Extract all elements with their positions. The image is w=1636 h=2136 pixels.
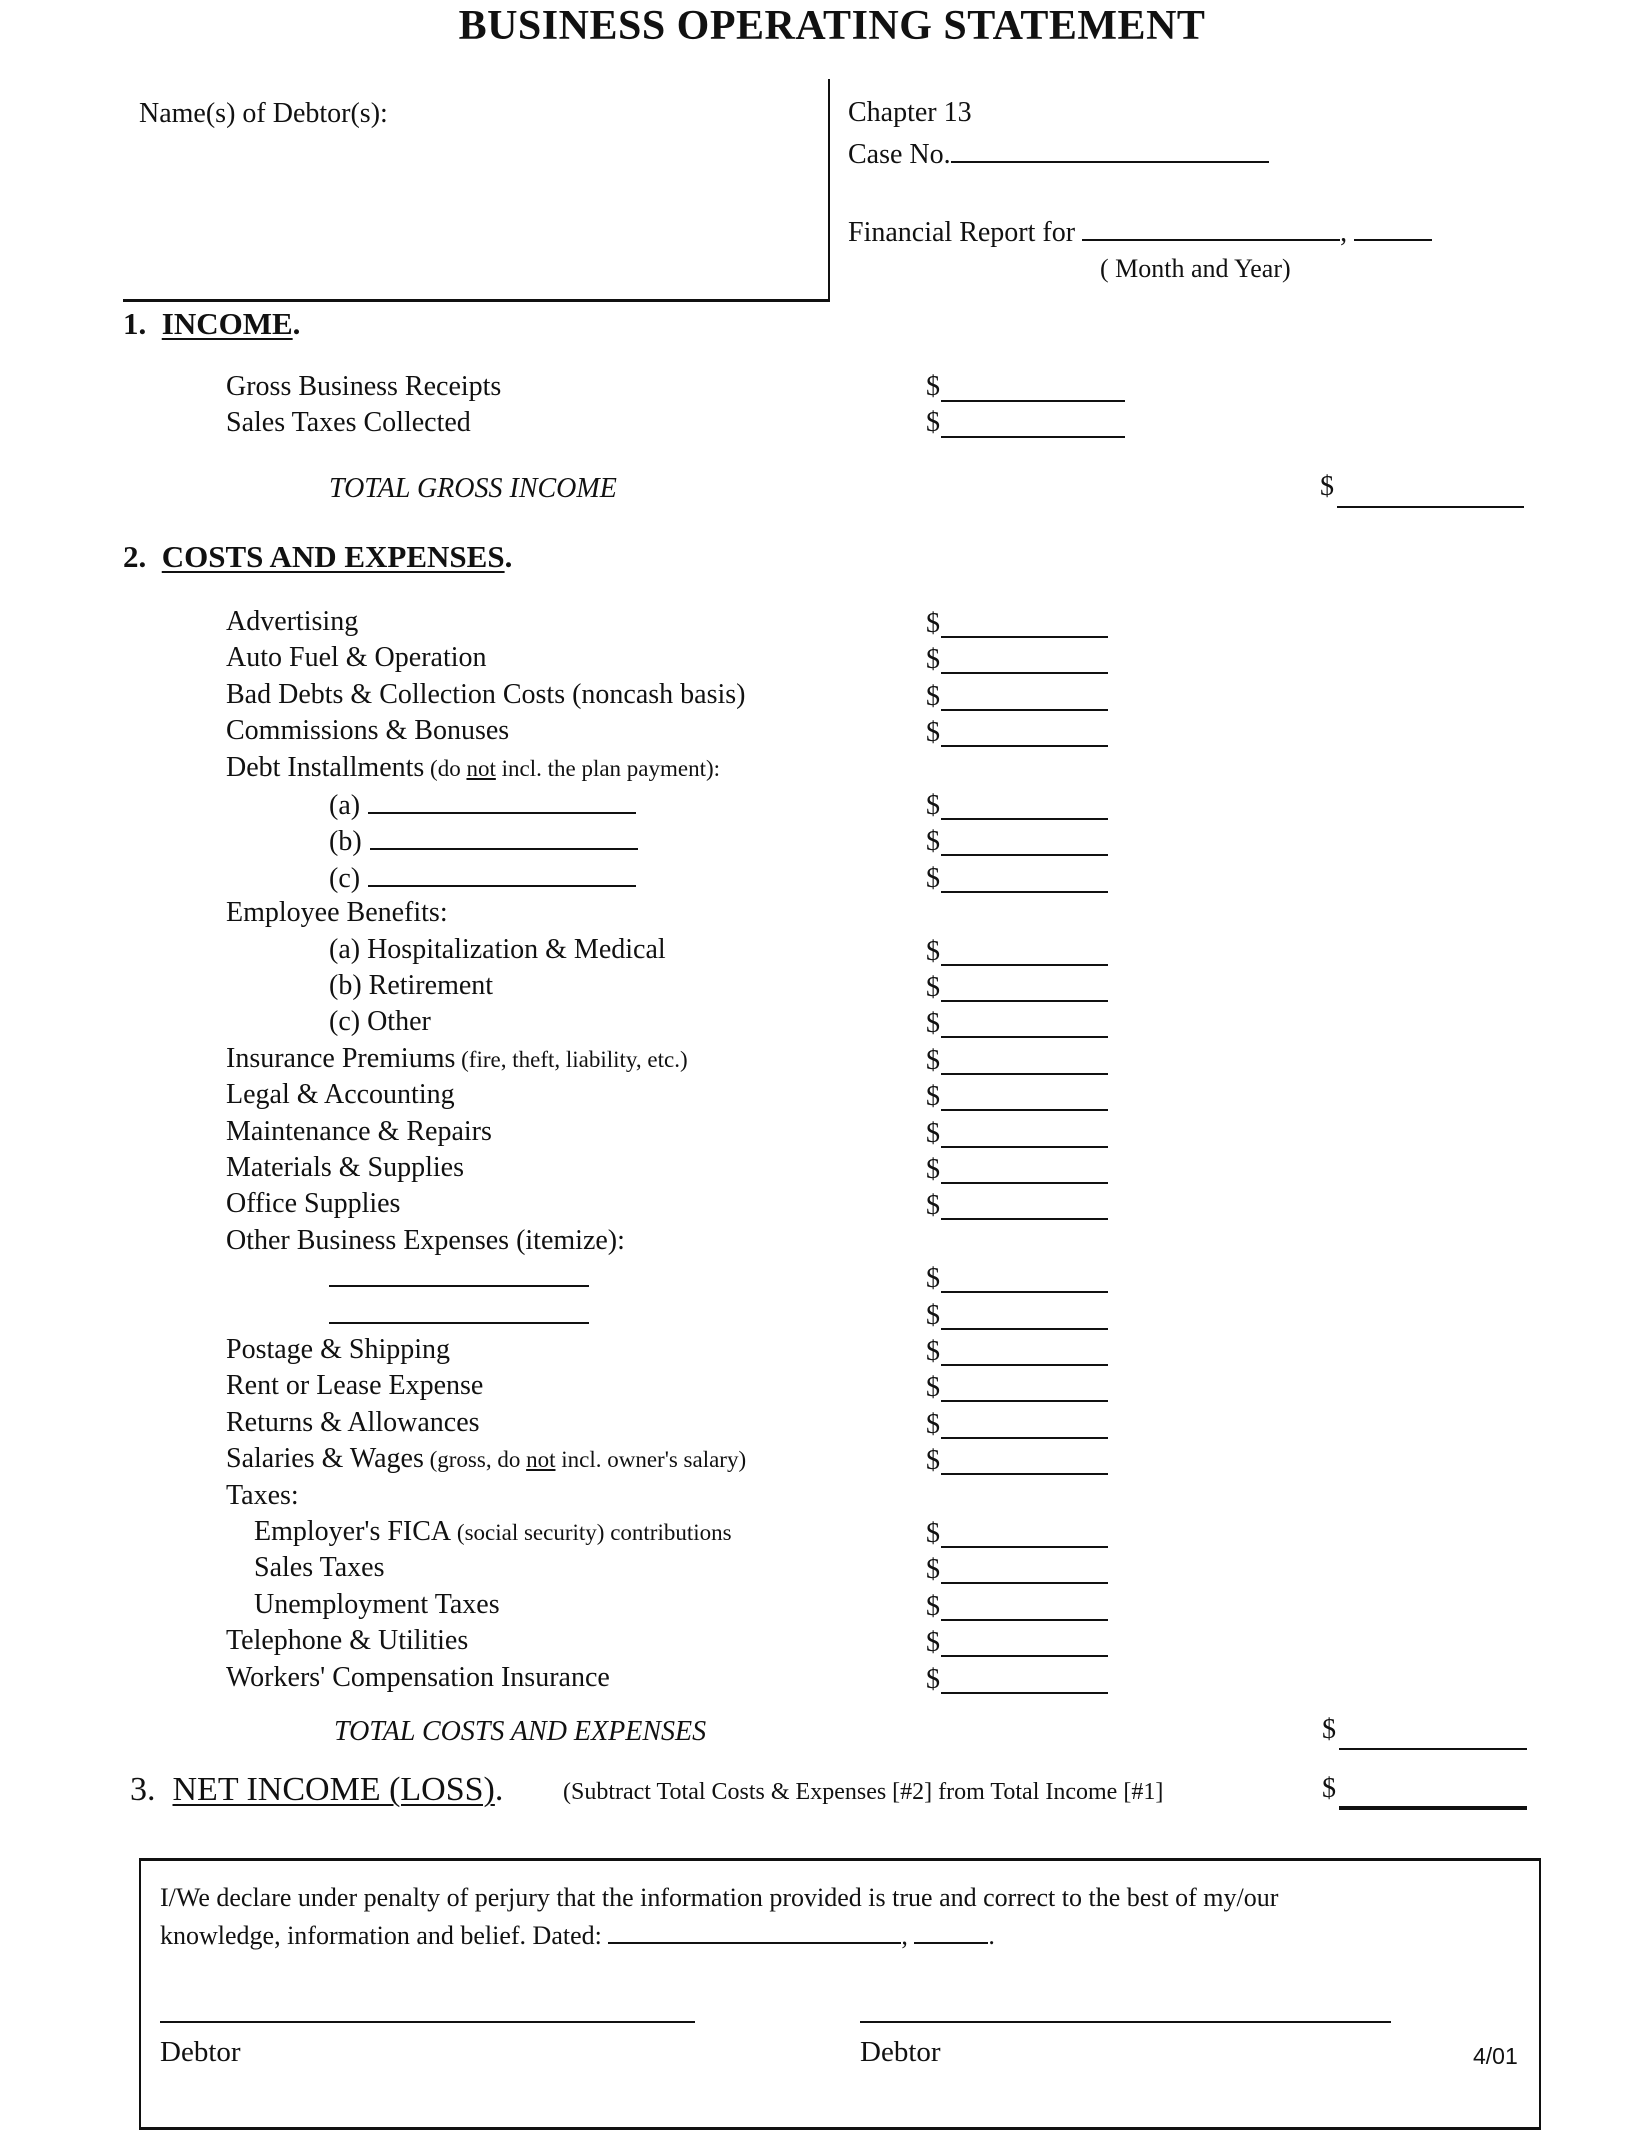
signature-line-1[interactable]	[160, 2021, 695, 2023]
section-title: INCOME	[161, 306, 293, 341]
currency-symbol: $	[926, 1299, 940, 1331]
currency-symbol: $	[926, 1663, 940, 1695]
expense-label-text: Insurance Premiums	[226, 1042, 456, 1074]
currency-symbol: $	[926, 1590, 940, 1622]
expense-label-text: Legal & Accounting	[226, 1079, 455, 1111]
expense-amount-field[interactable]	[941, 974, 1108, 1002]
financial-report-label: Financial Report for	[848, 217, 1076, 248]
currency-symbol: $	[926, 1154, 940, 1185]
income-heading: 1. INCOME.	[123, 306, 301, 341]
expense-label-text: Employer's FICA	[254, 1516, 452, 1547]
expense-note: (do	[424, 755, 467, 781]
currency-symbol: $	[926, 1190, 940, 1222]
report-year-field[interactable]	[1354, 217, 1432, 241]
debtor-names-field[interactable]	[139, 135, 809, 285]
expense-note: incl. the plan payment):	[495, 755, 721, 781]
expense-label-text: Materials & Supplies	[226, 1152, 464, 1183]
currency-symbol: $	[926, 935, 940, 967]
expense-row	[0, 1589, 1200, 1625]
expense-row	[0, 1552, 1200, 1588]
expense-row	[0, 1225, 1200, 1261]
expense-label	[329, 1008, 431, 1036]
expense-row	[0, 1480, 1200, 1516]
expense-label	[226, 1445, 746, 1473]
expense-label	[226, 899, 448, 927]
expense-label	[329, 863, 636, 893]
expense-label	[226, 678, 746, 710]
expense-amount-field[interactable]	[941, 1047, 1108, 1075]
expense-label	[329, 972, 493, 1000]
currency-symbol: $	[1322, 1714, 1336, 1745]
declaration-text-line1: I/We declare under penalty of perjury that the information provided is true and correct to the best of my/our	[160, 1883, 1279, 1912]
net-income-instruction: (Subtract Total Costs & Expenses [#2] from Total Income [#1]	[563, 1779, 1164, 1805]
expense-label-text: Sales Taxes	[254, 1552, 385, 1584]
expense-label	[226, 1479, 299, 1511]
expense-label	[226, 1190, 400, 1218]
currency-symbol: $	[926, 790, 940, 821]
expense-label	[226, 1406, 480, 1438]
expense-amount-field[interactable]	[941, 1520, 1108, 1548]
expense-amount-field[interactable]	[941, 1666, 1108, 1694]
currency-symbol: $	[926, 1263, 940, 1295]
expense-label	[329, 933, 666, 965]
expense-label	[254, 1554, 385, 1582]
itemize-description-field[interactable]	[370, 826, 638, 850]
expense-label	[329, 1263, 589, 1293]
currency-symbol: $	[926, 680, 940, 712]
expense-note: contributions	[604, 1520, 732, 1545]
expense-label-text: Other Business Expenses (itemize):	[226, 1224, 625, 1256]
expense-row	[0, 1116, 1200, 1152]
expense-row	[0, 715, 1200, 751]
signature-2-label: Debtor	[860, 2036, 941, 2068]
expense-amount-field[interactable]	[941, 1120, 1108, 1148]
itemize-description-field[interactable]	[329, 1300, 589, 1324]
expense-amount-field[interactable]	[941, 1192, 1108, 1220]
currency-symbol: $	[926, 1044, 940, 1076]
currency-symbol: $	[926, 608, 940, 639]
currency-symbol: $	[926, 1627, 940, 1659]
expense-label	[226, 717, 509, 745]
expense-label	[226, 1115, 492, 1147]
expense-label-text: Returns & Allowances	[226, 1406, 480, 1438]
expense-label-text: Maintenance & Repairs	[226, 1115, 492, 1147]
expense-label-text: Rent or Lease Expense	[226, 1370, 484, 1402]
expense-label-text: (a) Hospitalization & Medical	[329, 933, 666, 965]
expense-amount-field[interactable]	[941, 1447, 1108, 1475]
expense-row	[0, 861, 1200, 897]
gross-receipts-field[interactable]	[941, 374, 1125, 402]
itemize-description-field[interactable]	[329, 1263, 589, 1287]
expense-label-text: Unemployment Taxes	[254, 1588, 500, 1620]
expense-label	[254, 1588, 500, 1620]
expense-label	[226, 1372, 483, 1400]
expense-label-text: (b) Retirement	[329, 970, 494, 1001]
itemize-description-field[interactable]	[368, 863, 636, 887]
expense-row	[0, 1006, 1200, 1042]
expense-row	[0, 1043, 1200, 1079]
expense-label-text: Telephone & Utilities	[226, 1625, 469, 1657]
currency-symbol: $	[926, 717, 940, 749]
section-title: NET INCOME (LOSS)	[172, 1771, 495, 1808]
report-month-field[interactable]	[1082, 217, 1340, 241]
expense-amount-field[interactable]	[941, 610, 1108, 638]
expense-row	[0, 1334, 1200, 1370]
expense-label	[329, 1300, 589, 1330]
expense-row	[0, 897, 1200, 933]
currency-symbol: $	[926, 371, 940, 402]
currency-symbol: $	[926, 1117, 940, 1149]
expense-label-text: Office Supplies	[226, 1188, 401, 1220]
currency-symbol: $	[1322, 1773, 1336, 1804]
dated-label: knowledge, information and belief. Dated:	[160, 1921, 602, 1950]
expense-label-text: (a)	[329, 790, 361, 821]
expense-row	[0, 1625, 1200, 1661]
expense-row	[0, 1516, 1200, 1552]
currency-symbol: $	[926, 1081, 940, 1113]
expense-amount-field[interactable]	[941, 792, 1108, 820]
currency-symbol: $	[926, 1372, 940, 1404]
expense-label	[226, 644, 487, 672]
expense-row	[0, 752, 1200, 788]
income-item-label: Sales Taxes Collected	[226, 407, 471, 438]
expense-amount-field[interactable]	[941, 1411, 1108, 1439]
currency-symbol: $	[926, 1336, 940, 1367]
expense-amount-field[interactable]	[941, 1010, 1108, 1038]
expense-label	[226, 1661, 610, 1693]
expense-row	[0, 642, 1200, 678]
sales-taxes-collected-field[interactable]	[941, 410, 1125, 438]
expense-label-text: Auto Fuel & Operation	[226, 642, 487, 674]
total-costs-label: TOTAL COSTS AND EXPENSES	[334, 1716, 707, 1747]
expense-label	[329, 826, 638, 856]
date-field[interactable]	[608, 1920, 901, 1944]
expense-label-text: Debt Installments	[226, 751, 425, 783]
expense-row	[0, 1370, 1200, 1406]
expense-label	[254, 1518, 732, 1546]
expense-label	[226, 751, 721, 783]
expense-label	[226, 1042, 688, 1074]
debtor-names-label: Name(s) of Debtor(s):	[139, 98, 388, 129]
itemize-description-field[interactable]	[368, 790, 636, 814]
expense-label	[226, 1154, 464, 1182]
currency-symbol: $	[926, 644, 940, 676]
expense-label-text: Postage & Shipping	[226, 1334, 451, 1365]
net-income-field[interactable]	[1339, 1780, 1527, 1810]
expense-label	[226, 608, 358, 636]
section-number: 1.	[123, 306, 147, 341]
income-item-label: Gross Business Receipts	[226, 371, 502, 402]
expense-row	[0, 1298, 1200, 1334]
expense-amount-field[interactable]	[941, 1338, 1108, 1366]
expense-amount-field[interactable]	[941, 1265, 1108, 1293]
page-title: BUSINESS OPERATING STATEMENT	[458, 3, 1206, 49]
expense-row	[0, 1188, 1200, 1224]
case-no-label: Case No.	[848, 139, 951, 170]
expense-note: (gross, do	[423, 1447, 527, 1473]
header-divider-horizontal	[123, 299, 830, 302]
expense-amount-field[interactable]	[941, 1083, 1108, 1111]
currency-symbol: $	[926, 1008, 940, 1040]
expense-label	[226, 1336, 450, 1364]
expense-row	[0, 1079, 1200, 1115]
total-costs-field[interactable]	[1339, 1722, 1527, 1750]
expense-row	[0, 1662, 1200, 1698]
expense-note: not	[466, 755, 496, 781]
signature-1-label: Debtor	[160, 2036, 241, 2068]
expense-label	[329, 790, 636, 820]
case-no-field[interactable]	[951, 139, 1269, 163]
expense-row	[0, 1443, 1200, 1479]
expense-note: not	[526, 1447, 556, 1473]
expense-label	[226, 1081, 455, 1109]
currency-symbol: $	[926, 1518, 940, 1549]
currency-symbol: $	[926, 862, 940, 894]
expense-amount-field[interactable]	[941, 646, 1108, 674]
expense-row	[0, 934, 1200, 970]
expense-label-text: Commissions & Bonuses	[226, 715, 510, 747]
currency-symbol: $	[926, 1408, 940, 1440]
expense-row	[0, 788, 1200, 824]
expense-amount-field[interactable]	[941, 683, 1108, 711]
section-number: 2.	[123, 539, 147, 574]
declaration-box	[139, 1858, 1541, 2130]
expense-label	[226, 1224, 625, 1256]
expense-row	[0, 1152, 1200, 1188]
currency-symbol: $	[926, 826, 940, 858]
currency-symbol: $	[926, 407, 940, 438]
chapter-label: Chapter 13	[848, 97, 972, 128]
expense-amount-field[interactable]	[941, 865, 1108, 893]
expense-amount-field[interactable]	[941, 1374, 1108, 1402]
section-number: 3.	[130, 1771, 156, 1808]
expense-note: incl. owner's salary)	[555, 1447, 747, 1473]
currency-symbol: $	[926, 1445, 940, 1477]
expense-note: (social security)	[451, 1520, 605, 1545]
expense-label-text: Taxes:	[226, 1479, 299, 1511]
expense-amount-field[interactable]	[941, 1556, 1108, 1584]
expense-amount-field[interactable]	[941, 1156, 1108, 1184]
expense-row	[0, 1261, 1200, 1297]
expense-amount-field[interactable]	[941, 828, 1108, 856]
expense-label-text: Advertising	[226, 606, 359, 637]
case-no-row	[848, 139, 1269, 169]
expense-row	[0, 1407, 1200, 1443]
signature-line-2[interactable]	[860, 2021, 1391, 2023]
expense-label-text: Salaries & Wages	[226, 1443, 424, 1475]
expense-label-text: Employee Benefits:	[226, 897, 448, 929]
section-title: COSTS AND EXPENSES	[161, 539, 505, 574]
currency-symbol: $	[1320, 471, 1334, 502]
expense-amount-field[interactable]	[941, 1629, 1108, 1657]
expense-note: (fire, theft, liability, etc.)	[455, 1046, 688, 1072]
expense-amount-field[interactable]	[941, 938, 1108, 966]
currency-symbol: $	[926, 1554, 940, 1586]
expense-label-text: Bad Debts & Collection Costs (noncash basis)	[226, 678, 746, 710]
expense-amount-field[interactable]	[941, 1593, 1108, 1621]
total-gross-income-label: TOTAL GROSS INCOME	[329, 473, 617, 504]
form-version: 4/01	[1473, 2043, 1518, 2069]
expense-label-text: Workers' Compensation Insurance	[226, 1661, 610, 1693]
expense-label-text: (c) Other	[329, 1006, 431, 1038]
expense-label	[226, 1627, 468, 1655]
declaration-text-line2: knowledge, information and belief. Dated: , .	[160, 1921, 995, 1950]
date-year-field[interactable]	[914, 1920, 988, 1944]
costs-heading: 2. COSTS AND EXPENSES.	[123, 539, 513, 574]
expense-row	[0, 679, 1200, 715]
expense-amount-field[interactable]	[941, 719, 1108, 747]
month-year-hint: ( Month and Year)	[1100, 254, 1291, 283]
expense-row	[0, 824, 1200, 860]
expense-label-text: (c)	[329, 862, 361, 894]
net-income-heading: 3. NET INCOME (LOSS).	[130, 1771, 504, 1808]
expense-row	[0, 606, 1200, 642]
expense-amount-field[interactable]	[941, 1302, 1108, 1330]
currency-symbol: $	[926, 972, 940, 1003]
expense-label-text: (b)	[329, 826, 362, 858]
expense-row	[0, 970, 1200, 1006]
header-divider-vertical	[828, 79, 830, 301]
financial-report-row: Financial Report for ,	[848, 217, 1432, 247]
total-gross-income-field[interactable]	[1337, 480, 1524, 508]
